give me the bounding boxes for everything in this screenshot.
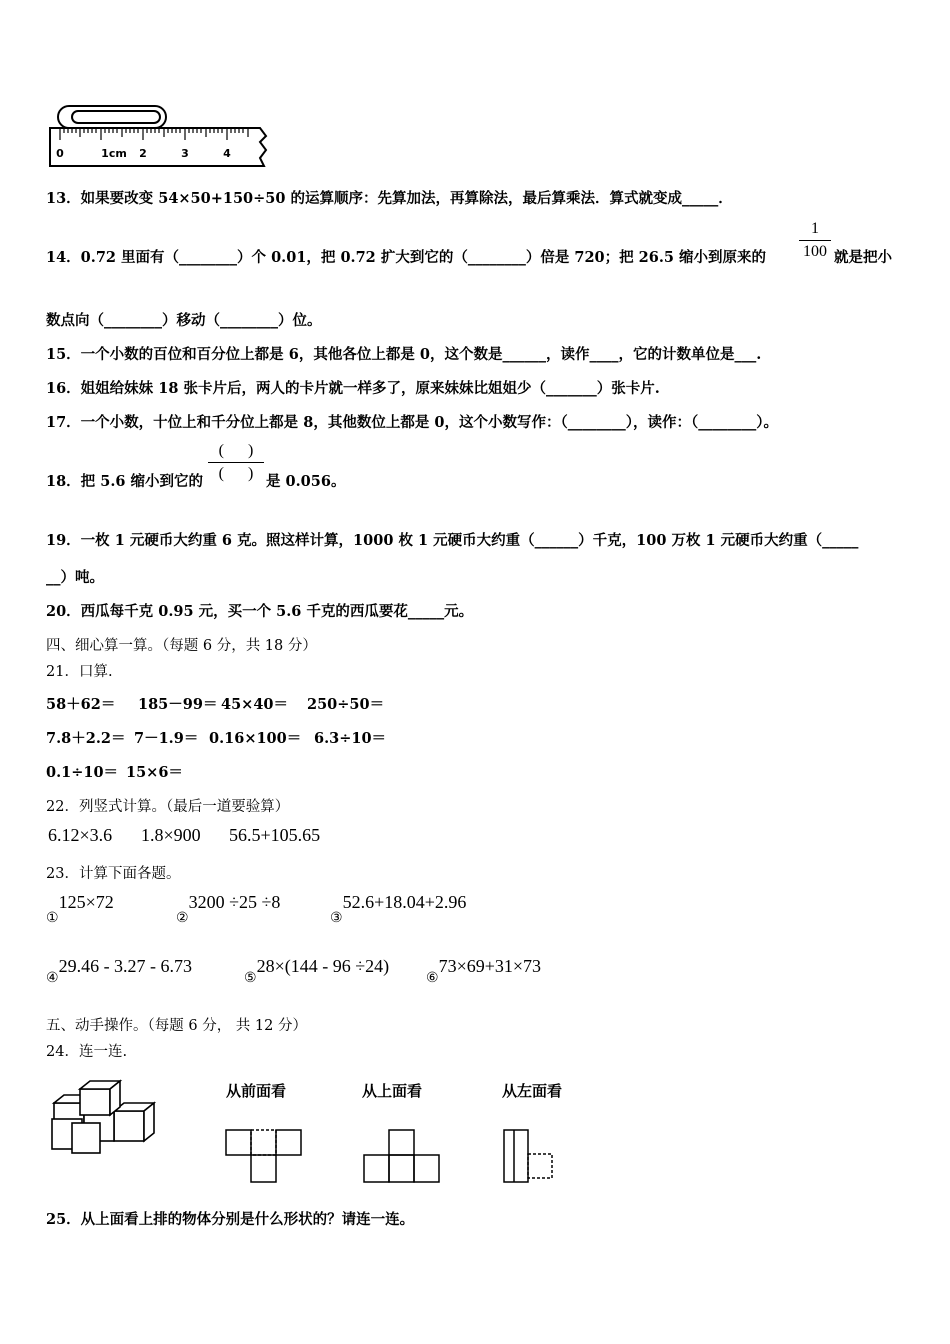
calc-item bbox=[244, 956, 390, 986]
oral-calc-item: 15×6＝ bbox=[126, 764, 183, 781]
question-14-line1 bbox=[46, 246, 766, 267]
ruler-tick-label: 0 bbox=[56, 147, 64, 160]
ruler-tick-label: 4 bbox=[223, 147, 231, 160]
oral-calc-item: 0.16×100＝ bbox=[209, 730, 302, 747]
question-19-line1: 19．一枚 1 元硬币大约重 6 克。照这样计算，1000 枚 1 元硬币大约重（______）千克，100 万枚 1 元硬币大约重（_____ bbox=[46, 532, 859, 549]
ruler-body bbox=[50, 128, 266, 166]
vertical-calc-item: 56.5+105.65 bbox=[229, 825, 321, 845]
fraction-blank bbox=[208, 440, 264, 485]
question-23-title: 23．计算下面各题。 bbox=[46, 866, 181, 882]
oral-calc-item: 7.8＋2.2＝ bbox=[46, 730, 126, 747]
oral-calc-item: 45×40＝ bbox=[221, 696, 289, 713]
calc-expression: 125×72 bbox=[58, 892, 114, 912]
fraction-blank-numerator: ( ) bbox=[218, 442, 254, 459]
view-label-left: 从左面看 bbox=[502, 1082, 563, 1100]
oral-calc-item: 250÷50＝ bbox=[307, 696, 385, 713]
view-label-front: 从前面看 bbox=[226, 1082, 287, 1100]
oral-calc-row bbox=[46, 693, 385, 714]
question-17: 17．一个小数，十位上和千分位上都是 8，其他数位上都是 0，这个小数写作：（________），读作：（________）。 bbox=[46, 414, 778, 431]
paper-clip bbox=[58, 106, 166, 128]
oral-calc-item: 7－1.9＝ bbox=[134, 730, 199, 747]
vertical-calc-item: 1.8×900 bbox=[141, 825, 201, 845]
question-14-part1: 14．0.72 里面有（________）个 0.01，把 0.72 扩大到它的（________）倍是 720；把 26.5 缩小到原来的 bbox=[46, 249, 767, 266]
question-20: 20．西瓜每千克 0.95 元，买一个 5.6 千克的西瓜要花_____元。 bbox=[46, 603, 474, 620]
question-14-part2: 就是把小 bbox=[834, 249, 892, 266]
calc-expression: 52.6+18.04+2.96 bbox=[342, 892, 467, 912]
fraction-bar bbox=[799, 240, 831, 241]
question-14-line2: 数点向（________）移动（________）位。 bbox=[46, 312, 322, 329]
question-18-pre: 18．把 5.6 缩小到它的 bbox=[46, 473, 204, 490]
item-number: ① bbox=[46, 910, 59, 926]
calc-expression: 3200 ÷25 ÷8 bbox=[188, 892, 281, 912]
section-4-heading: 四、细心算一算。（每题 6 分，共 18 分） bbox=[46, 638, 317, 654]
vertical-calc-item: 6.12×3.6 bbox=[48, 825, 113, 845]
item-number: ② bbox=[176, 910, 189, 926]
ruler-tick-label: 3 bbox=[181, 147, 189, 160]
oral-calc-row bbox=[46, 761, 183, 782]
calc-item bbox=[46, 892, 114, 926]
calc-expression: 73×69+31×73 bbox=[438, 956, 542, 976]
question-13: 13．如果要改变 54×50+150÷50 的运算顺序：先算加法，再算除法，最后算乘法．算式就变成_____． bbox=[46, 190, 733, 207]
oral-calc-item: 0.1÷10＝ bbox=[46, 764, 119, 781]
question-24-title: 24．连一连. bbox=[46, 1044, 128, 1060]
ruler-tick-label: 2 bbox=[139, 147, 147, 160]
left-view-shape bbox=[502, 1128, 558, 1184]
question-19-line2: __）吨。 bbox=[46, 569, 104, 586]
oral-calc-item: 6.3÷10＝ bbox=[314, 730, 387, 747]
item-number: ③ bbox=[330, 910, 343, 926]
question-16: 16．姐姐给妹妹 18 张卡片后，两人的卡片就一样多了，原来妹妹比姐姐少（_______）张卡片. bbox=[46, 380, 660, 397]
fraction-blank-denominator: ( ) bbox=[218, 465, 254, 482]
calc-expression: 28×(144 - 96 ÷24) bbox=[256, 956, 390, 976]
view-label-top: 从上面看 bbox=[362, 1082, 423, 1100]
item-number: ④ bbox=[46, 970, 59, 986]
oral-calc-item: 58＋62＝ bbox=[46, 696, 116, 713]
oral-calc-row bbox=[46, 727, 387, 748]
fraction-denominator: 100 bbox=[803, 243, 827, 260]
ruler-figure bbox=[46, 100, 272, 170]
fraction-1-100 bbox=[799, 219, 831, 262]
question-22-title: 22．列竖式计算。（最后一道要验算） bbox=[46, 799, 290, 815]
calc-item bbox=[426, 956, 542, 986]
calc-item bbox=[46, 956, 193, 986]
oral-calc-item: 185－99＝ bbox=[138, 696, 218, 713]
question-15: 15．一个小数的百位和百分位上都是 6，其他各位上都是 0，这个数是______，读作____，它的计数单位是___. bbox=[46, 346, 762, 363]
ruler-tick-label: 1cm bbox=[101, 147, 127, 160]
fraction-numerator: 1 bbox=[811, 220, 819, 237]
item-number: ⑤ bbox=[244, 970, 257, 986]
question-21-title: 21．口算. bbox=[46, 664, 113, 680]
calc-item bbox=[176, 892, 281, 926]
section-5-heading: 五、动手操作。（每题 6 分， 共 12 分） bbox=[46, 1018, 307, 1034]
question-18-post: 是 0.056。 bbox=[266, 473, 346, 490]
question-25: 25．从上面看上排的物体分别是什么形状的？请连一连。 bbox=[46, 1211, 415, 1228]
calc-expression: 29.46 - 3.27 - 6.73 bbox=[58, 956, 193, 976]
cube-stack-figure bbox=[46, 1075, 156, 1157]
front-view-shape bbox=[224, 1128, 304, 1184]
top-view-shape bbox=[362, 1128, 442, 1184]
item-number: ⑥ bbox=[426, 970, 439, 986]
calc-item bbox=[330, 892, 467, 926]
